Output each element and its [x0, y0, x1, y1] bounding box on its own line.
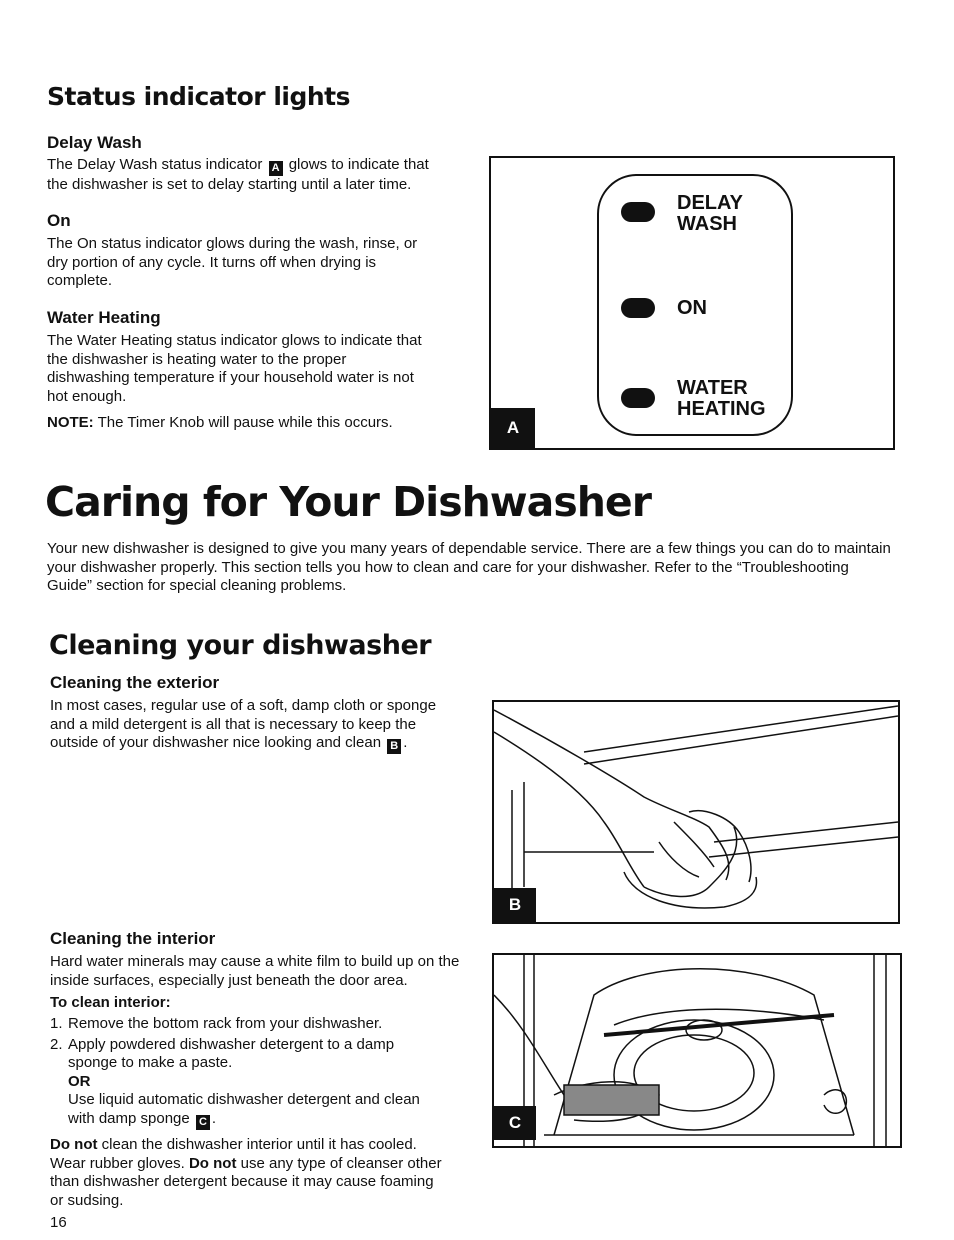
delay-text-after: glows to indicate that — [288, 156, 429, 173]
water-heating-led-icon — [621, 388, 655, 408]
water-heating-heading: Water Heating — [47, 308, 161, 327]
step-2b-text: Use liquid automatic dishwasher detergent and clean with damp sponge — [68, 1091, 420, 1127]
panel-water-line2: HEATING — [677, 398, 766, 420]
delay-wash-text — [47, 156, 467, 195]
step-1-text: Remove the bottom rack from your dishwasher. — [68, 1015, 383, 1032]
interior-steps — [50, 1015, 450, 1130]
delay-wash-led-icon — [621, 202, 655, 222]
panel-delay-wash-label — [677, 193, 743, 235]
cleaning-title: Cleaning your dishwasher — [49, 630, 432, 661]
figure-label-b: B — [494, 888, 536, 922]
exterior-text: In most cases, regular use of a soft, damp cloth or sponge and a mild detergent is all that is necessary to keep the outside of your dishwasher nice looking and clean B . — [50, 697, 437, 752]
figure-label-a: A — [491, 408, 535, 448]
warning-text-1: clean the dishwasher interior until it has cooled. Wear rubber gloves. — [50, 1136, 417, 1172]
on-led-icon — [621, 298, 655, 318]
to-clean-label: To clean interior: — [50, 994, 171, 1011]
figure-ref-badge-a: A — [269, 161, 283, 176]
caring-intro: Your new dishwasher is designed to give you many years of dependable service. There are a few things you can do to maintain your dishwasher properly. This section tells you how to clean and care for your dishwasher. Refer to the “Troubleshooting Guide” section for special cleaning problems. — [47, 540, 891, 594]
do-not-label-2: Do not — [188, 1154, 237, 1172]
water-heating-text: The Water Heating status indicator glows to indicate that the dishwasher is heating water to the proper dishwashing temperature if your household water is not hot enough. — [47, 332, 422, 405]
note — [47, 414, 447, 433]
indicator-panel-figure — [489, 156, 895, 450]
delay-wash-heading: Delay Wash — [47, 133, 142, 152]
exterior-heading: Cleaning the exterior — [50, 673, 220, 692]
panel-water-heating-label — [677, 378, 766, 420]
page-number: 16 — [50, 1214, 67, 1231]
hand-wiping-illustration — [494, 702, 898, 922]
figure-ref-badge-b: B — [387, 739, 401, 754]
do-not-label-1: Do not — [50, 1136, 98, 1153]
panel-delay-line1: DELAY — [677, 192, 743, 214]
interior-cleaning-figure — [492, 953, 902, 1148]
note-text: The Timer Knob will pause while this occurs. — [97, 414, 393, 431]
delay-text-line2: the dishwasher is set to delay starting until a later time. — [47, 176, 412, 193]
step-2: 2. Apply powdered dishwasher detergent to a damp sponge to make a paste. — [50, 1036, 450, 1073]
step-2b: Use liquid automatic dishwasher detergent and clean with damp sponge C . — [68, 1091, 420, 1128]
interior-heading: Cleaning the interior — [50, 929, 216, 948]
step-2-text: Apply powdered dishwasher detergent to a damp sponge to make a paste. — [68, 1035, 395, 1071]
warning-text-2: use any type of cleanser other than dishwasher detergent because it may cause foaming or sudsing. — [50, 1154, 442, 1209]
step-2-or: OR — [68, 1072, 91, 1090]
caring-title: Caring for Your Dishwasher — [45, 478, 651, 526]
exterior-text-body: In most cases, regular use of a soft, damp cloth or sponge and a mild detergent is all that is necessary to keep the outside of your dishwasher nice looking and clean — [50, 697, 437, 751]
note-label: NOTE: — [47, 414, 94, 431]
panel-water-line1: WATER — [677, 377, 748, 399]
panel-delay-line2: WASH — [677, 213, 737, 235]
interior-warning — [50, 1136, 450, 1210]
interior-text: Hard water minerals may cause a white film to build up on the inside surfaces, especially just beneath the door area. — [50, 953, 460, 989]
status-title: Status indicator lights — [47, 82, 351, 111]
on-heading: On — [47, 211, 71, 230]
delay-text-before: The Delay Wash status indicator — [47, 156, 263, 173]
dishwasher-interior-illustration — [494, 955, 900, 1146]
on-text: The On status indicator glows during the wash, rinse, or dry portion of any cycle. It turns off when drying is complete. — [47, 235, 418, 289]
figure-ref-badge-c: C — [196, 1115, 210, 1130]
figure-label-c: C — [494, 1106, 536, 1140]
step-1: 1. Remove the bottom rack from your dishwasher. — [50, 1015, 383, 1032]
panel-on-label: ON — [677, 297, 707, 319]
exterior-cleaning-figure — [492, 700, 900, 924]
